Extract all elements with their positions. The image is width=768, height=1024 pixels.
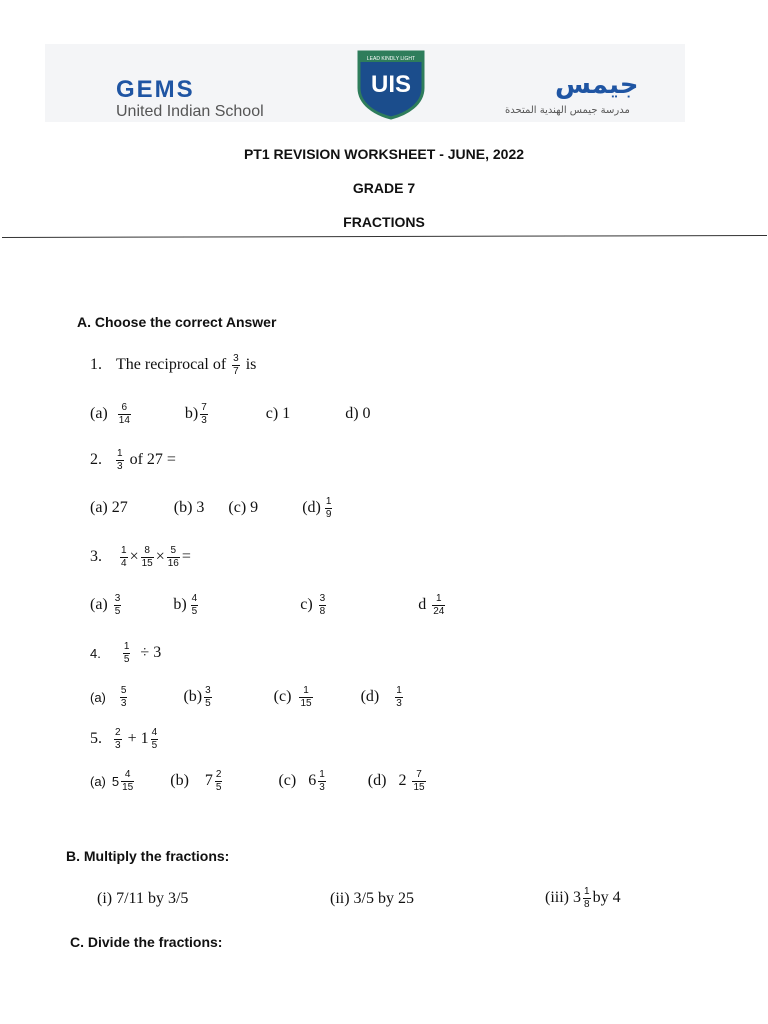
q5-plus: + 1 bbox=[127, 730, 149, 747]
worksheet-title: PT1 REVISION WORKSHEET - JUNE, 2022 bbox=[243, 146, 525, 162]
q2-option-a: (a) 27 bbox=[90, 499, 128, 516]
q1-number: 1. bbox=[90, 356, 102, 373]
q5-option-c: $\frac{1}{3}$ bbox=[319, 768, 325, 793]
q3-equals: = bbox=[181, 548, 191, 565]
q3-option-d: $\frac{1}{24}$ bbox=[433, 592, 445, 617]
q5-option-d: $\frac{7}{15}$ bbox=[413, 768, 425, 793]
question-1 bbox=[90, 348, 256, 382]
q3-option-a-label: (a) bbox=[90, 596, 108, 613]
q1-option-a-label: (a) bbox=[90, 405, 108, 422]
q4-options bbox=[90, 680, 405, 714]
topic-title: FRACTIONS bbox=[343, 214, 425, 230]
q5-option-a-label: (a) bbox=[90, 773, 106, 789]
grade-title: GRADE 7 bbox=[352, 180, 416, 196]
q2-option-d: $\frac{1}{9}$ bbox=[325, 495, 332, 520]
crest-text: UIS bbox=[370, 71, 412, 98]
q5-option-b-whole: 7 bbox=[204, 772, 213, 789]
q4-option-a: $\frac{5}{3}$ bbox=[120, 684, 127, 709]
q3-fraction-2: $\frac{8}{15}$ bbox=[141, 544, 153, 569]
uis-crest bbox=[355, 48, 427, 120]
q3-option-c: $\frac{3}{8}$ bbox=[319, 592, 326, 617]
q2-option-b: (b) 3 bbox=[173, 499, 205, 516]
arabic-logo: جيمس bbox=[555, 70, 639, 100]
section-b-item-iii-pre: (iii) 3 bbox=[545, 889, 581, 906]
q3-option-b: $\frac{4}{5}$ bbox=[191, 592, 198, 617]
q1-option-a: $\frac{6}{14}$ bbox=[118, 401, 130, 426]
q3-fraction-1: $\frac{1}{4}$ bbox=[121, 544, 127, 569]
q3-option-a: $\frac{3}{5}$ bbox=[114, 592, 121, 617]
q2-option-c: (c) 9 bbox=[228, 499, 259, 516]
q3-times-2: × bbox=[155, 548, 165, 565]
q3-number: 3. bbox=[90, 548, 102, 565]
q3-option-d-label: d bbox=[418, 596, 427, 613]
q2-fraction: $\frac{1}{3}$ bbox=[117, 447, 123, 472]
q5-options bbox=[90, 764, 428, 798]
section-b-item-ii: (ii) 3/5 by 25 bbox=[330, 890, 414, 907]
q4-option-b: $\frac{3}{5}$ bbox=[205, 684, 211, 709]
q3-options bbox=[90, 588, 447, 622]
q1-text: The reciprocal of bbox=[116, 356, 227, 373]
section-b-item-i: (i) 7/11 by 3/5 bbox=[97, 890, 189, 907]
crest-motto: LEAD KINDLY LIGHT bbox=[366, 56, 416, 62]
q5-mixed-fraction: $\frac{4}{5}$ bbox=[151, 726, 158, 751]
section-b-item-iii bbox=[545, 880, 621, 916]
q1-option-d: d) 0 bbox=[345, 405, 371, 422]
q2-options bbox=[90, 492, 334, 524]
q4-fraction: $\frac{1}{5}$ bbox=[123, 640, 130, 665]
q1-text-after: is bbox=[245, 356, 257, 373]
q4-number: 4. bbox=[90, 645, 101, 661]
q5-option-b: $\frac{2}{5}$ bbox=[215, 768, 222, 793]
q5-option-c-whole: 6 bbox=[308, 772, 317, 789]
q5-option-a: $\frac{4}{15}$ bbox=[122, 768, 134, 793]
q5-option-c-label: (c) bbox=[278, 772, 297, 789]
q4-option-c: $\frac{1}{15}$ bbox=[300, 684, 312, 709]
question-2 bbox=[90, 444, 176, 476]
q1-option-b: $\frac{7}{3}$ bbox=[201, 401, 207, 426]
q4-option-d: $\frac{1}{3}$ bbox=[396, 684, 402, 709]
school-name: United Indian School bbox=[116, 103, 264, 120]
question-5 bbox=[90, 722, 160, 756]
q4-option-a-label: (a) bbox=[90, 689, 106, 705]
gems-logo: GEMS bbox=[116, 76, 195, 103]
section-a-heading: A. Choose the correct Answer bbox=[77, 314, 277, 330]
q3-fraction-3: $\frac{5}{16}$ bbox=[167, 544, 179, 569]
crest-shield-icon bbox=[355, 48, 427, 120]
q4-option-b-label: (b) bbox=[183, 688, 203, 705]
q3-option-b-label: b) bbox=[173, 596, 187, 613]
q5-number: 5. bbox=[90, 730, 102, 747]
q2-text: of 27 = bbox=[129, 451, 176, 468]
q5-option-b-label: (b) bbox=[170, 772, 189, 789]
section-b-heading: B. Multiply the fractions: bbox=[66, 848, 230, 864]
q1-option-b-label: b) bbox=[184, 405, 199, 422]
question-4 bbox=[90, 636, 161, 670]
section-b-item-iii-fraction: $\frac{1}{8}$ bbox=[584, 885, 590, 910]
q4-option-c-label: (c) bbox=[273, 688, 292, 705]
q3-option-c-label: c) bbox=[300, 596, 313, 613]
q1-options bbox=[90, 398, 371, 430]
divider bbox=[2, 235, 767, 238]
q3-times-1: × bbox=[129, 548, 139, 565]
q4-option-d-label: (d) bbox=[360, 688, 380, 705]
arabic-school-name: مدرسة جيمس الهندية المتحدة bbox=[505, 105, 630, 116]
q2-option-d-label: (d) bbox=[302, 499, 321, 516]
q1-fraction: $\frac{3}{7}$ bbox=[233, 352, 239, 377]
q5-option-a-whole: 5 bbox=[111, 773, 120, 789]
section-c-heading: C. Divide the fractions: bbox=[70, 934, 223, 950]
question-3 bbox=[90, 540, 191, 574]
section-b-item-iii-post: by 4 bbox=[592, 889, 621, 906]
q4-text: ÷ 3 bbox=[140, 644, 162, 661]
q5-fraction: $\frac{2}{3}$ bbox=[115, 726, 121, 751]
q2-number: 2. bbox=[90, 451, 102, 468]
q5-option-d-label: (d) bbox=[367, 772, 387, 789]
q5-option-d-whole: 2 bbox=[398, 772, 407, 789]
q1-option-c: c) 1 bbox=[265, 405, 291, 422]
